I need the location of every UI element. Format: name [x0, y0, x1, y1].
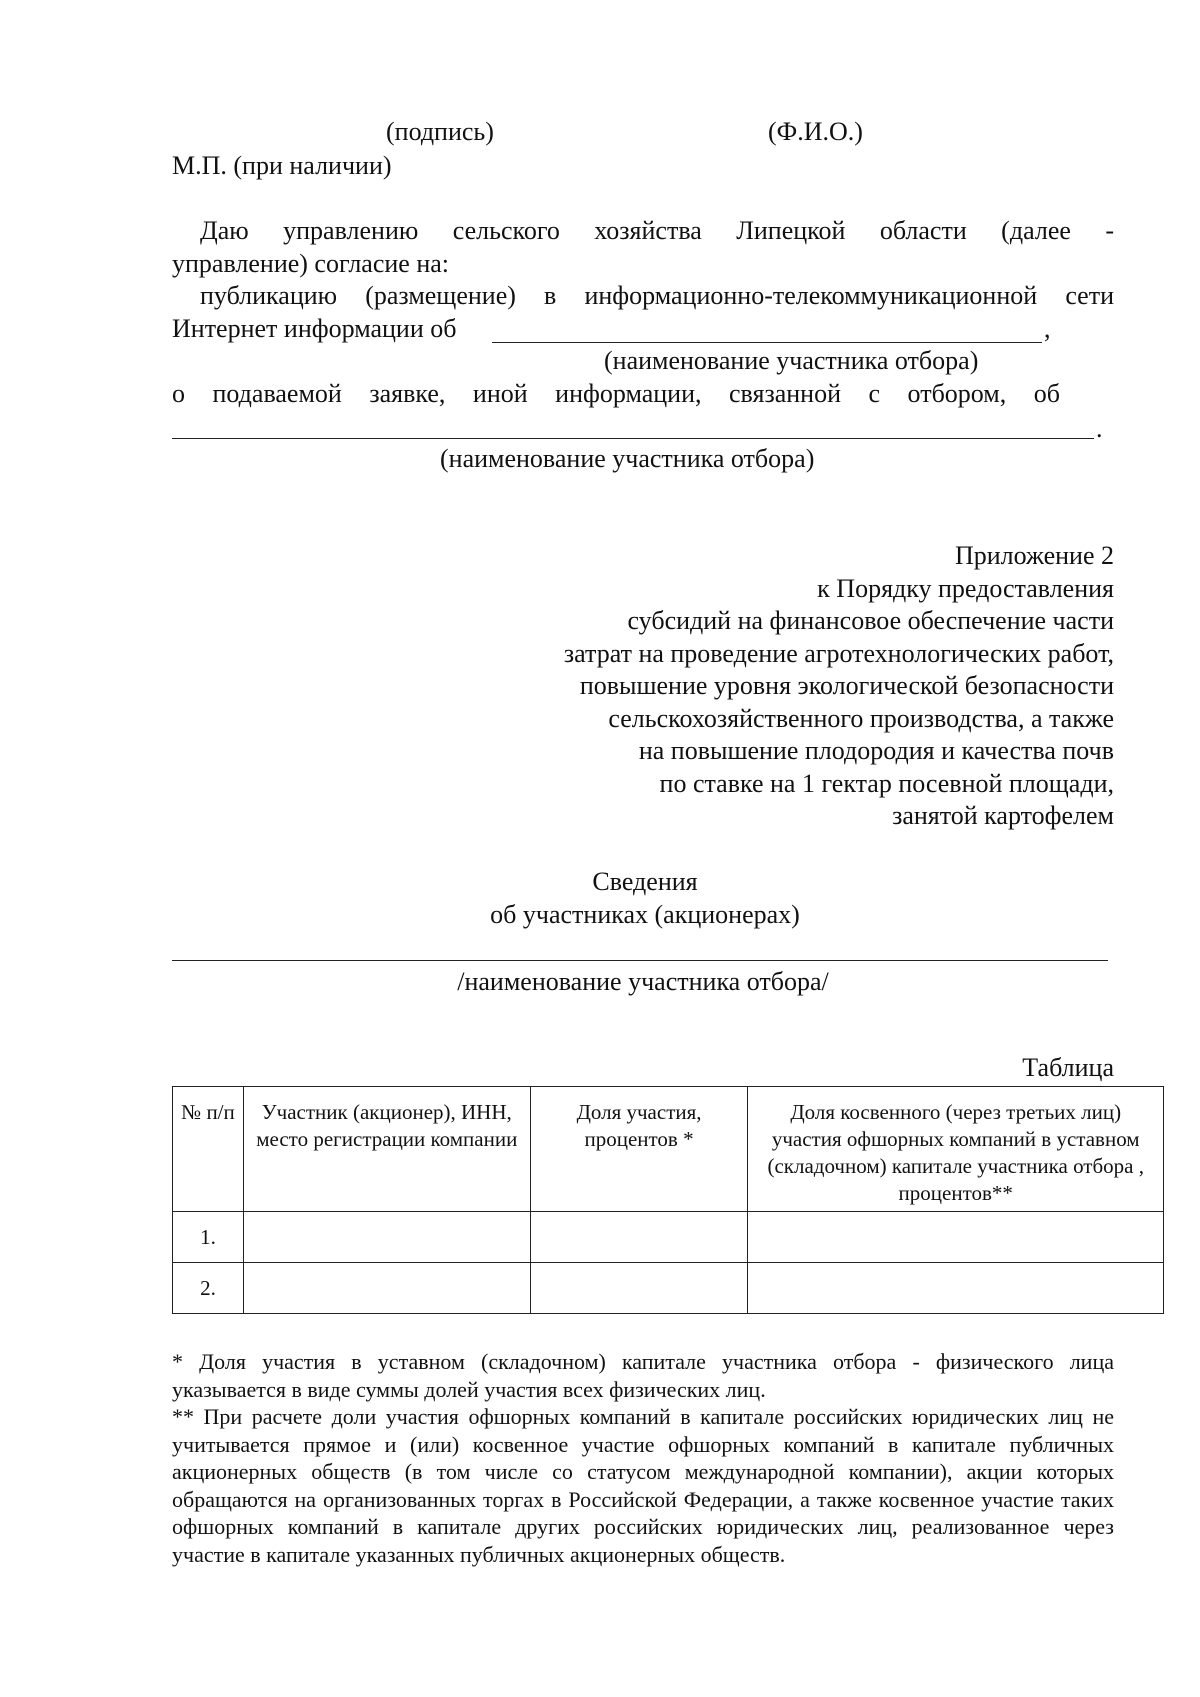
participant-name-hint-1: (наименование участника отбора)	[604, 346, 979, 375]
header-participant: Участник (акционер), ИНН, место регистрации компании	[243, 1087, 530, 1212]
appendix-line: Приложение 2	[954, 541, 1114, 570]
appendix-line: затрат на проведение агротехнологических работ,	[563, 638, 1114, 668]
document-subtitle: об участниках (акционерах)	[490, 900, 800, 929]
participant-name-underline-3	[172, 960, 1108, 961]
consent-line-2: управление) согласие на:	[172, 249, 449, 278]
consent-line-6-suffix: .	[1096, 414, 1103, 443]
fio-label: (Ф.И.О.)	[768, 117, 863, 146]
table-row	[173, 1212, 1164, 1263]
table-header-row	[173, 1087, 1164, 1212]
table-cell-share	[530, 1263, 748, 1314]
footnote-2: ** При расчете доли участия офшорных компаний в капитале российских юридических лиц не учитывается прямое и (или) косвенное участие офшорных компаний в капитале публичных акционерных обществ (в том числе со статусом международной компании), акции которых обращаются на организованных торгах в Российской Федерации, а также косвенное участие таких офшорных компаний в капитале других российских юридических лиц, реализованное через участие в капитале указанных публичных акционерных обществ.	[172, 1404, 1114, 1567]
table-row	[173, 1263, 1164, 1314]
consent-line-4-prefix: Интернет информации об	[172, 314, 457, 343]
participant-name-hint-2: (наименование участника отбора)	[440, 444, 815, 473]
appendix-block	[564, 540, 1114, 833]
table-cell-share	[530, 1212, 748, 1263]
table-cell-number: 2.	[173, 1263, 244, 1314]
footnotes	[172, 1348, 1114, 1568]
appendix-line: повышение уровня экологической безопасности	[579, 671, 1114, 700]
footnote-1: * Доля участия в уставном (складочном) капитале участника отбора - физического лица указывается в виде суммы долей участия всех физических лиц.	[172, 1349, 1114, 1402]
document-title: Сведения	[592, 867, 698, 896]
appendix-line: по ставке на 1 гектар посевной площади,	[659, 768, 1114, 798]
appendix-line: субсидий на финансовое обеспечение части	[627, 606, 1114, 635]
participant-name-underline-2	[172, 438, 1094, 439]
consent-line-4-suffix: ,	[1044, 314, 1051, 343]
consent-line-1: Даю управлению сельского хозяйства Липецкой области (далее -	[200, 216, 1114, 245]
consent-line-5: о подаваемой заявке, иной информации, связанной с отбором, об	[172, 379, 1060, 408]
appendix-line: на повышение плодородия и качества почв	[638, 736, 1114, 765]
table-cell-participant	[243, 1263, 530, 1314]
header-number: № п/п	[173, 1087, 244, 1212]
participants-table	[172, 1086, 1164, 1314]
appendix-line: к Порядку предоставления	[817, 573, 1114, 603]
appendix-line: сельскохозяйственного производства, а также	[608, 703, 1114, 733]
consent-line-3: публикацию (размещение) в информационно-телекоммуникационной сети	[200, 281, 1114, 310]
signature-label: (подпись)	[386, 117, 494, 146]
appendix-line: занятой картофелем	[892, 801, 1114, 830]
participant-name-hint-3: /наименование участника отбора/	[457, 967, 829, 996]
table-cell-offshore-share	[748, 1263, 1164, 1314]
stamp-label: М.П. (при наличии)	[172, 151, 392, 180]
header-share: Доля участия, процентов *	[530, 1087, 748, 1212]
participant-name-underline-1	[492, 342, 1042, 343]
table-cell-offshore-share	[748, 1212, 1164, 1263]
table-cell-participant	[243, 1212, 530, 1263]
header-offshore-share: Доля косвенного (через третьих лиц) участия офшорных компаний в уставном (складочном) капитале участника отбора , процентов**	[748, 1087, 1164, 1212]
table-caption: Таблица	[1022, 1053, 1114, 1082]
table-cell-number: 1.	[173, 1212, 244, 1263]
